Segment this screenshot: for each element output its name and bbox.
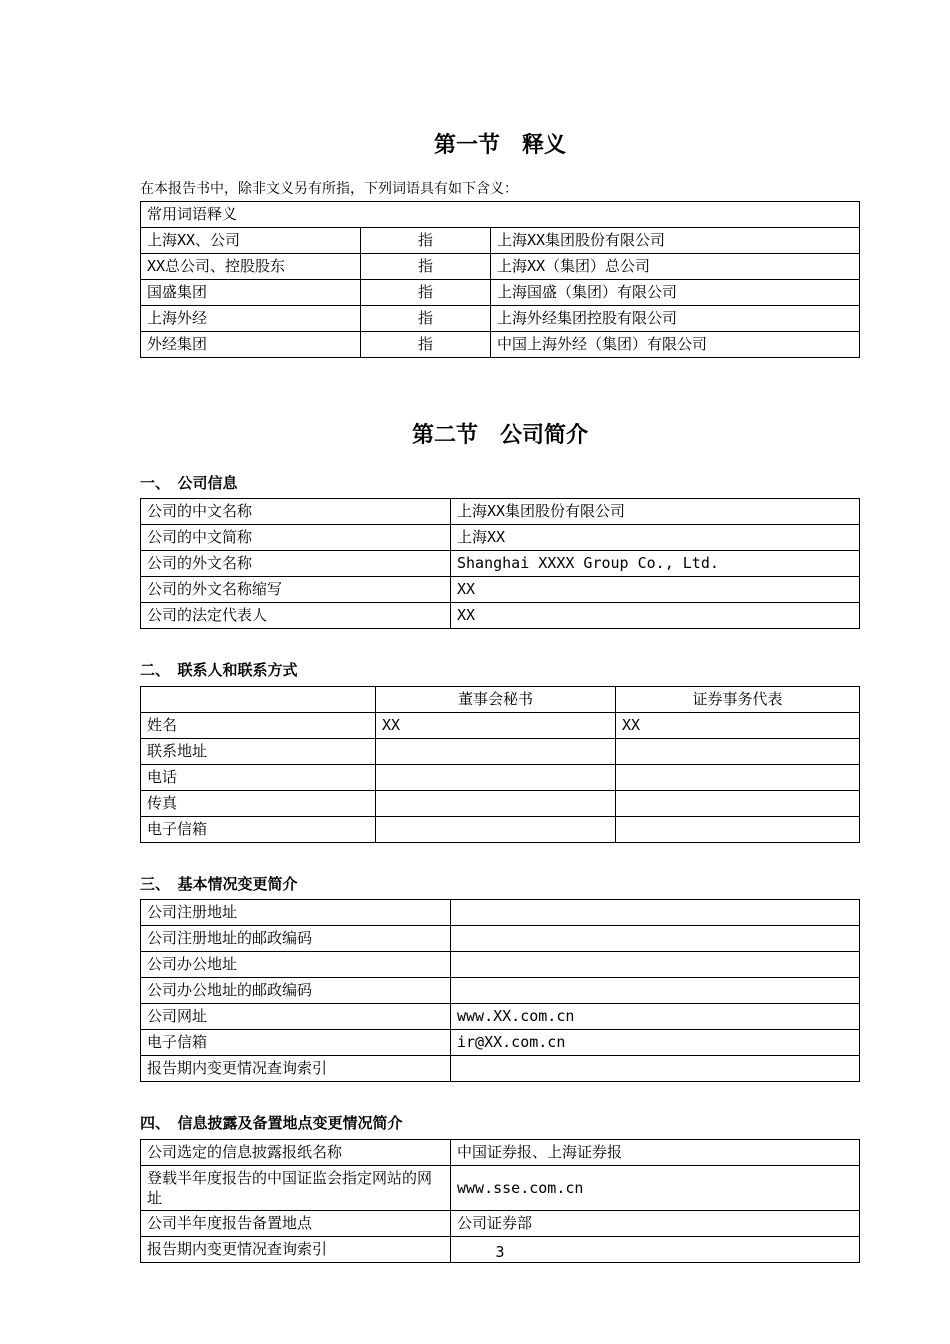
table-cell (451, 900, 860, 926)
table-row (141, 1165, 860, 1211)
table-cell: 上海XX（集团）总公司 (491, 254, 860, 280)
table-cell: 公司的法定代表人 (141, 603, 451, 629)
table-cell: XX (451, 603, 860, 629)
table-cell (451, 978, 860, 1004)
table-cell (376, 738, 616, 764)
table-cell: 报告期内变更情况查询索引 (141, 1056, 451, 1082)
table-cell: 公司选定的信息披露报纸名称 (141, 1139, 451, 1165)
table-row (141, 525, 860, 551)
table-cell: 上海XX (451, 525, 860, 551)
table-row (141, 228, 860, 254)
table-cell: www.XX.com.cn (451, 1004, 860, 1030)
table-cell (616, 738, 860, 764)
table-cell: 姓名 (141, 712, 376, 738)
table-row (141, 577, 860, 603)
table-row (141, 900, 860, 926)
table-row (141, 952, 860, 978)
contacts-heading: 二、 联系人和联系方式 (140, 661, 298, 680)
disclosure-heading: 四、 信息披露及备置地点变更情况简介 (140, 1114, 403, 1133)
table-cell: 联系地址 (141, 738, 376, 764)
table-cell: 指 (361, 306, 491, 332)
table-cell: 上海国盛（集团）有限公司 (491, 280, 860, 306)
table-row (141, 926, 860, 952)
table-cell: 公司网址 (141, 1004, 451, 1030)
table-cell: 公司半年度报告备置地点 (141, 1211, 451, 1237)
table-cell (616, 764, 860, 790)
table-cell (141, 686, 376, 712)
table-row (141, 306, 860, 332)
company-info-table (140, 498, 860, 629)
table-cell: 传真 (141, 790, 376, 816)
table-cell: 董事会秘书 (376, 686, 616, 712)
table-cell: 公司注册地址的邮政编码 (141, 926, 451, 952)
table-row (141, 790, 860, 816)
page-number: 3 (495, 1243, 505, 1261)
section1-intro: 在本报告书中，除非文义另有所指，下列词语具有如下含义： (140, 180, 518, 197)
table-cell: 指 (361, 228, 491, 254)
table-cell (376, 816, 616, 842)
table-row (141, 738, 860, 764)
table-cell: 公司的外文名称 (141, 551, 451, 577)
table-cell: 公司的中文名称 (141, 499, 451, 525)
table-row (141, 202, 860, 228)
table-row (141, 603, 860, 629)
section2-title: 第二节 公司简介 (411, 423, 588, 449)
table-row (141, 978, 860, 1004)
table-cell: 上海外经集团控股有限公司 (491, 306, 860, 332)
table-row (141, 332, 860, 358)
table-row (141, 254, 860, 280)
table-row (141, 712, 860, 738)
table-cell: 指 (361, 254, 491, 280)
table-cell: 中国上海外经（集团）有限公司 (491, 332, 860, 358)
table-cell: XX (376, 712, 616, 738)
table-row (141, 1139, 860, 1165)
company-info-heading: 一、 公司信息 (140, 473, 238, 492)
table-row (141, 764, 860, 790)
table-row (141, 1004, 860, 1030)
table-cell (376, 790, 616, 816)
table-cell: ir@XX.com.cn (451, 1030, 860, 1056)
table-cell (451, 952, 860, 978)
table-cell: 国盛集团 (141, 280, 361, 306)
table-cell: 电子信箱 (141, 816, 376, 842)
table-cell: 上海XX集团股份有限公司 (491, 228, 860, 254)
table-cell: www.sse.com.cn (451, 1165, 860, 1211)
table-row (141, 816, 860, 842)
table-cell: 公司办公地址的邮政编码 (141, 978, 451, 1004)
table-cell: XX总公司、控股股东 (141, 254, 361, 280)
table-cell: 上海XX、公司 (141, 228, 361, 254)
table-cell (451, 1056, 860, 1082)
document-content (140, 0, 860, 1263)
table-cell (376, 764, 616, 790)
table-row (141, 1056, 860, 1082)
table-cell: 公司证券部 (451, 1211, 860, 1237)
table-cell: 公司的中文简称 (141, 525, 451, 551)
table-row (141, 551, 860, 577)
table-row (141, 499, 860, 525)
table-cell (451, 926, 860, 952)
table-cell: 公司的外文名称缩写 (141, 577, 451, 603)
table-cell: 外经集团 (141, 332, 361, 358)
table-cell: 中国证券报、上海证券报 (451, 1139, 860, 1165)
table-cell: 上海外经 (141, 306, 361, 332)
table-cell: 指 (361, 332, 491, 358)
table-cell: 电话 (141, 764, 376, 790)
table-row (141, 686, 860, 712)
section1-title: 第一节 释义 (433, 133, 566, 158)
table-cell: 常用词语释义 (141, 202, 860, 228)
table-cell: Shanghai XXXX Group Co., Ltd. (451, 551, 860, 577)
table-cell: 报告期内变更情况查询索引 (141, 1237, 451, 1263)
table-cell: 公司注册地址 (141, 900, 451, 926)
table-cell: 证券事务代表 (616, 686, 860, 712)
table-row (141, 1030, 860, 1056)
definitions-table (140, 201, 860, 358)
basic-changes-table (140, 899, 860, 1082)
table-cell: XX (451, 577, 860, 603)
table-cell (616, 816, 860, 842)
contacts-table (140, 686, 860, 843)
table-cell: XX (616, 712, 860, 738)
table-cell: 电子信箱 (141, 1030, 451, 1056)
table-cell (616, 790, 860, 816)
table-row (141, 1211, 860, 1237)
table-cell: 指 (361, 280, 491, 306)
table-cell: 公司办公地址 (141, 952, 451, 978)
basic-changes-heading: 三、 基本情况变更简介 (140, 874, 298, 893)
table-cell: 上海XX集团股份有限公司 (451, 499, 860, 525)
table-row (141, 280, 860, 306)
table-cell: 登载半年度报告的中国证监会指定网站的网址 (141, 1165, 451, 1211)
